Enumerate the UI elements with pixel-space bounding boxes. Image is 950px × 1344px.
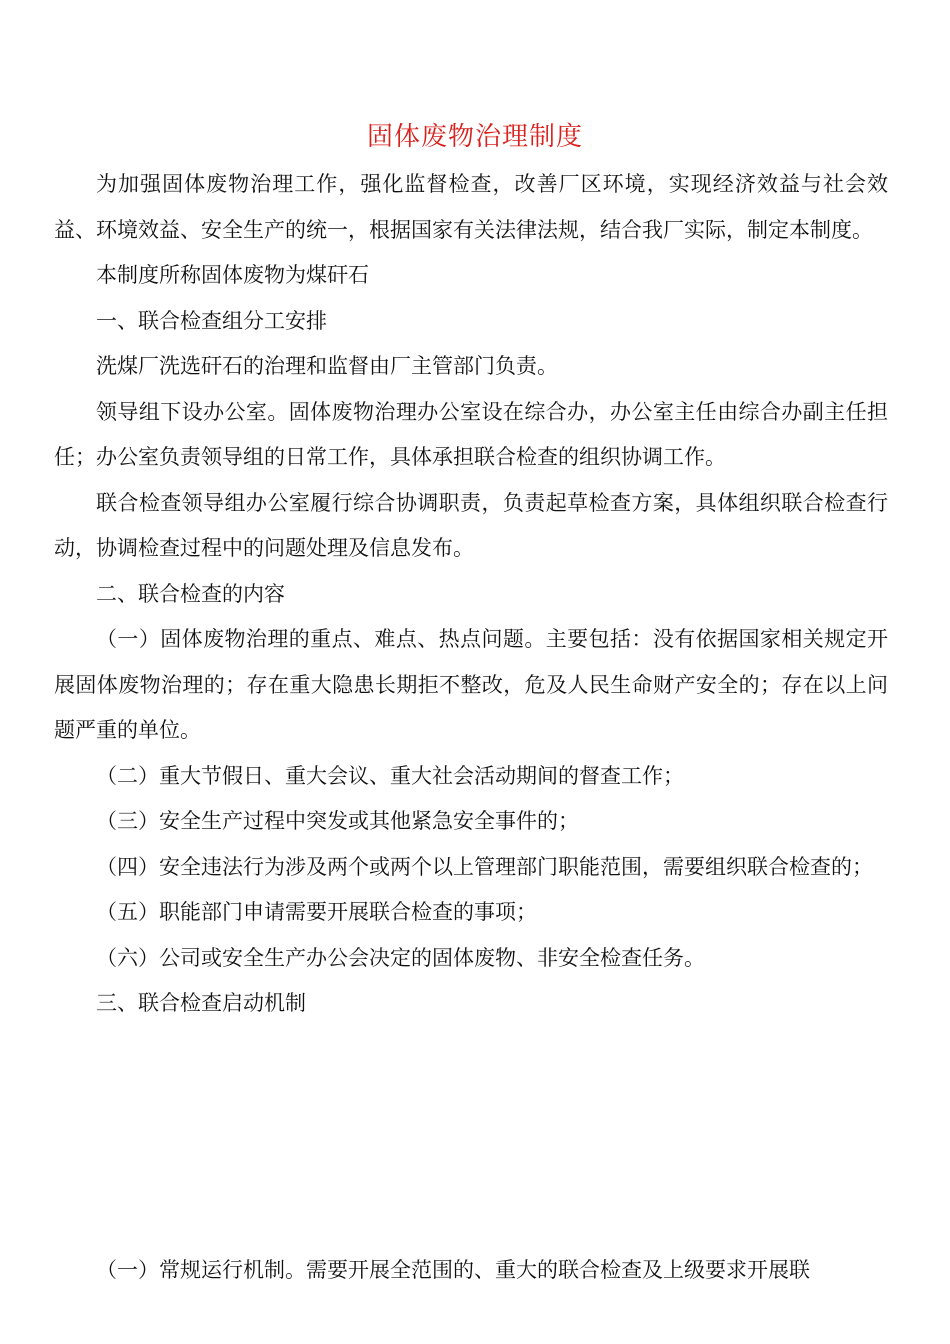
paragraph: 领导组下设办公室。固体废物治理办公室设在综合办，办公室主任由综合办副主任担任；办公室负责领导组的日常工作，具体承担联合检查的组织协调工作。 — [54, 399, 888, 469]
section-heading-2: 二、联合检查的内容 — [96, 581, 285, 606]
document-title: 固体废物治理制度 — [366, 122, 583, 152]
list-item: （一）常规运行机制。需要开展全范围的、重大的联合检查及上级要求开展联 — [96, 1258, 810, 1282]
paragraph: 洗煤厂洗选矸石的治理和监督由厂主管部门负责。 — [96, 354, 558, 378]
list-item: （六）公司或安全生产办公会决定的固体废物、非安全检查任务。 — [96, 945, 705, 970]
list-item: （二）重大节假日、重大会议、重大社会活动期间的督查工作； — [96, 763, 684, 788]
list-item: （五）职能部门申请需要开展联合检查的事项； — [96, 900, 537, 924]
list-item: （一）固体废物治理的重点、难点、热点问题。主要包括：没有依据国家相关规定开展固体废物治理的；存在重大隐患长期拒不整改，危及人民生命财产安全的；存在以上问题严重的单位。 — [54, 627, 888, 742]
list-item: （四）安全违法行为涉及两个或两个以上管理部门职能范围，需要组织联合检查的； — [96, 854, 873, 879]
section-heading-1: 一、联合检查组分工安排 — [96, 308, 327, 333]
section-heading-3: 三、联合检查启动机制 — [96, 991, 306, 1015]
document-body — [54, 162, 888, 1027]
list-item: （三）安全生产过程中突发或其他紧急安全事件的； — [96, 809, 579, 833]
paragraph: 联合检查领导组办公室履行综合协调职责，负责起草检查方案，具体组织联合检查行动，协调检查过程中的问题处理及信息发布。 — [54, 490, 888, 560]
document-body-continued — [54, 1248, 888, 1294]
paragraph-scope: 本制度所称固体废物为煤矸石 — [96, 263, 369, 287]
paragraph-intro: 为加强固体废物治理工作，强化监督检查，改善厂区环境，实现经济效益与社会效益、环境效益、安全生产的统一，根据国家有关法律法规，结合我厂实际，制定本制度。 — [54, 172, 888, 242]
